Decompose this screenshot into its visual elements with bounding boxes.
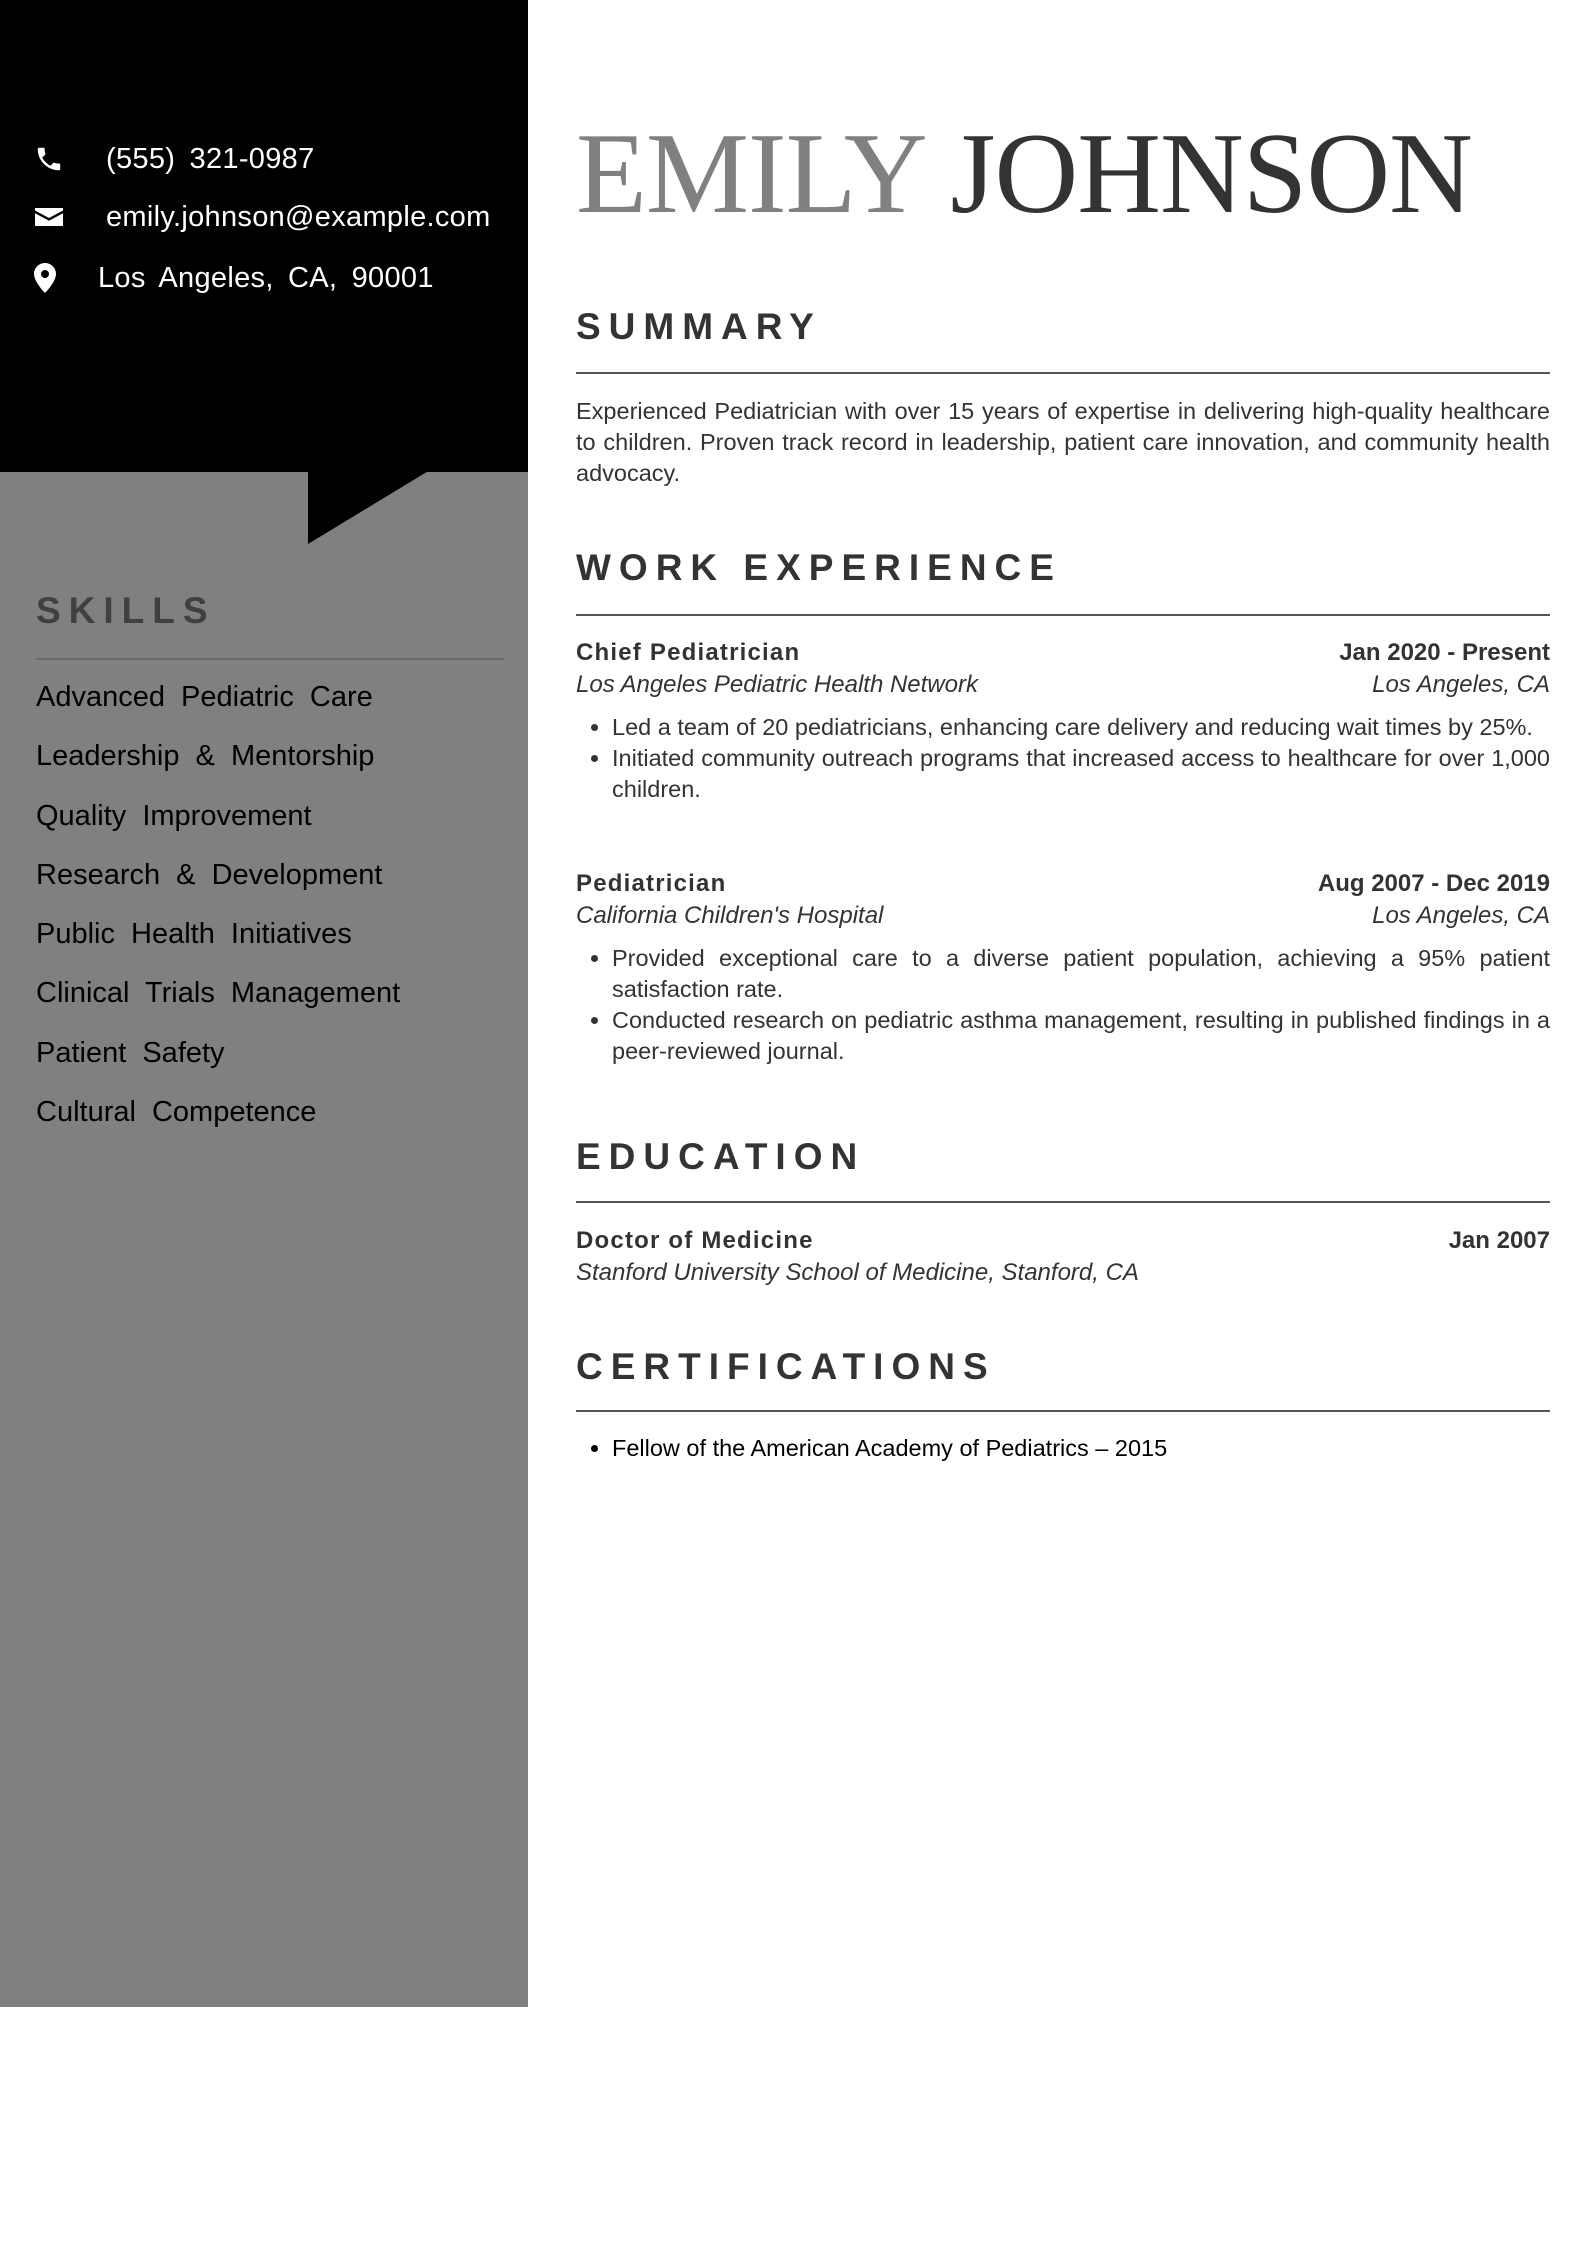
phone-icon [34,141,70,177]
contact-location [34,258,434,298]
skill-item: Quality Improvement [36,799,312,832]
skills-list [36,676,400,1150]
candidate-name [576,104,1472,244]
skill-item: Cultural Competence [36,1096,317,1129]
skill-item: Patient Safety [36,1036,225,1069]
education-divider [576,1201,1550,1203]
work-experience-heading: WORK EXPERIENCE [576,547,1062,588]
job-location: Los Angeles, CA [1372,671,1550,698]
degree-date: Jan 2007 [1448,1227,1550,1254]
job-title: Chief Pediatrician [576,639,801,666]
certifications-list [576,1433,1586,1464]
job-bullet: • Led a team of 20 pediatricians, enhancing care delivery and reducing wait times by 25%. [612,712,1550,743]
summary-heading: SUMMARY [576,306,822,347]
education-entry [576,1226,1550,1288]
job-bullets [576,712,1550,805]
job-entry [576,638,1550,805]
school-name: Stanford University School of Medicine, Stanford, CA [576,1259,1139,1286]
work-experience-divider [576,614,1550,616]
certifications-heading: CERTIFICATIONS [576,1346,996,1387]
contact-phone [34,139,315,179]
skills-divider [36,658,504,660]
education-heading: EDUCATION [576,1136,866,1177]
skill-item: Public Health Initiatives [36,918,352,951]
job-entry [576,869,1550,1067]
skill-item: Leadership & Mentorship [36,740,375,773]
skill-item: Research & Development [36,858,383,891]
first-name: EMILY [576,110,923,238]
summary-text: Experienced Pediatrician with over 15 years of expertise in delivering high-quality healthcare to children. Proven track record in leadership, patient care innovation, and community health advocacy. [576,398,1550,486]
job-organization: California Children's Hospital [576,902,884,929]
certifications-divider [576,1410,1550,1412]
job-bullets [576,943,1550,1067]
job-dates: Jan 2020 - Present [1339,639,1550,666]
job-bullet: • Provided exceptional care to a diverse patient population, achieving a 95% patient satisfaction rate. [612,943,1550,1005]
email-address[interactable]: emily.johnson@example.com [106,200,491,233]
job-bullet: • Initiated community outreach programs that increased access to healthcare for over 1,000 children. [612,743,1550,805]
phone-number[interactable]: (555) 321-0987 [106,142,315,175]
location-text: Los Angeles, CA, 90001 [98,261,434,294]
contact-email [34,197,491,237]
job-title: Pediatrician [576,870,727,897]
skill-item: Advanced Pediatric Care [36,681,373,713]
summary-divider [576,372,1550,374]
job-organization: Los Angeles Pediatric Health Network [576,671,978,698]
skills-heading: SKILLS [36,590,216,631]
last-name: JOHNSON [950,110,1472,238]
map-pin-icon [34,260,70,296]
skill-item: Clinical Trials Management [36,977,401,1010]
job-dates: Aug 2007 - Dec 2019 [1317,870,1550,897]
job-bullet: • Conducted research on pediatric asthma management, resulting in published findings in a peer-reviewed journal. [612,1005,1550,1067]
job-location: Los Angeles, CA [1372,902,1550,929]
envelope-icon [34,199,70,235]
certification-item: • Fellow of the American Academy of Pediatrics – 2015 [612,1433,1586,1464]
degree-title: Doctor of Medicine [576,1227,814,1254]
